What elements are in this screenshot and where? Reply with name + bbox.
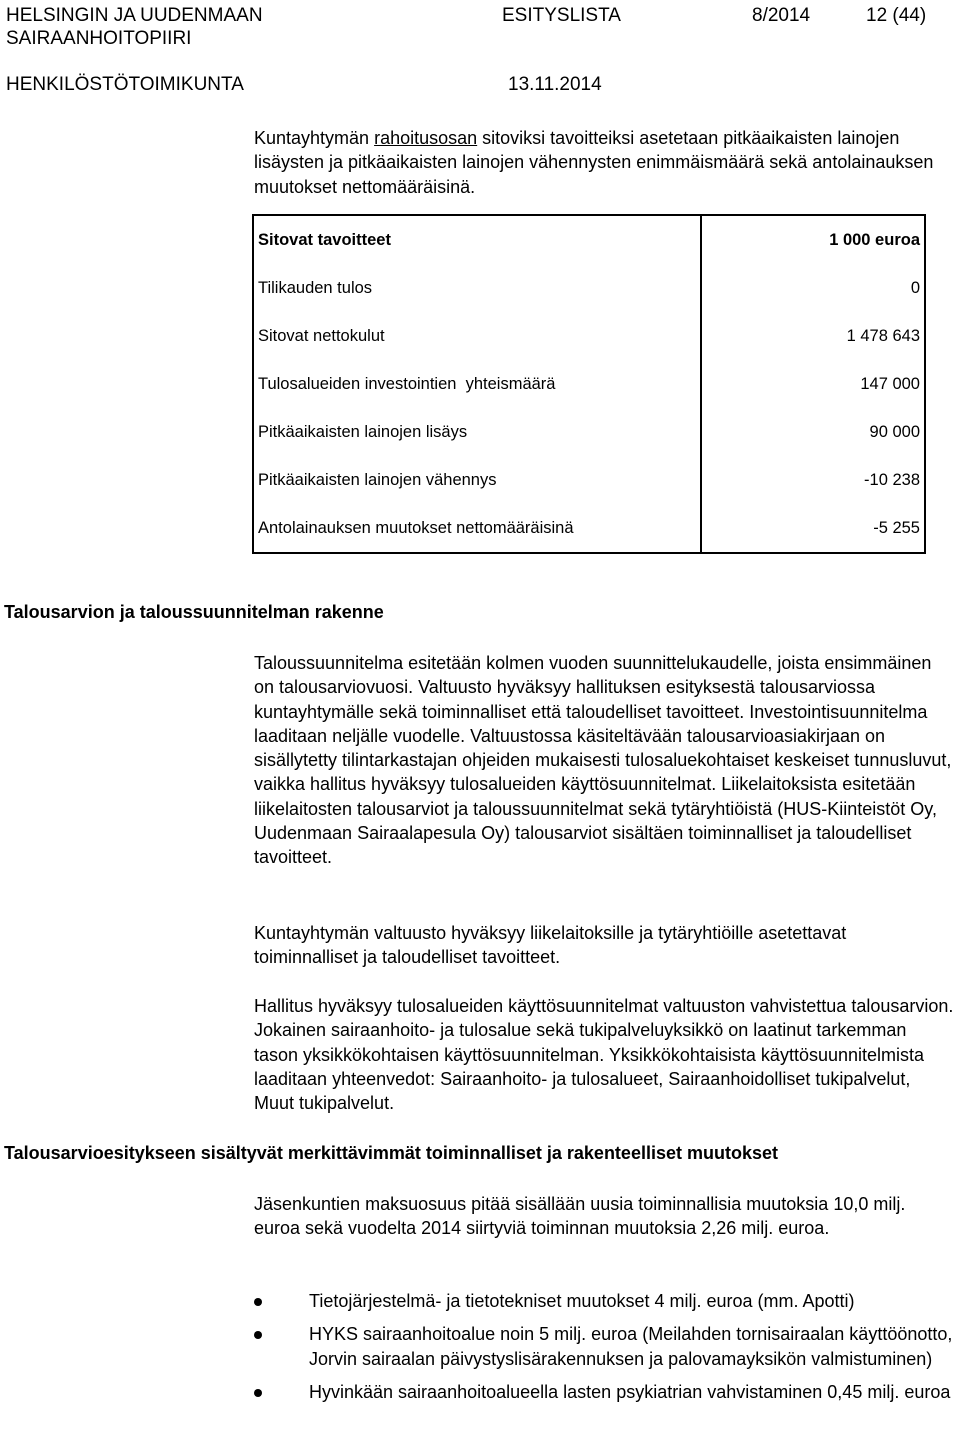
table-header-label: Sitovat tavoitteet — [253, 215, 701, 264]
row-value: -10 238 — [701, 456, 925, 504]
paragraph-text: Jäsenkuntien maksuosuus pitää sisällään uusia toiminnallisia muutoksia 10,0 milj. euroa sekä vuodelta 2014 siirtyviä toiminnan muutoksia 2,26 milj. euroa. — [254, 1194, 906, 1239]
table-row — [253, 456, 925, 504]
section1-paragraph-3 — [254, 994, 954, 1115]
list-item-text: Hyvinkään sairaanhoitoalueella lasten psykiatrian vahvistaminen 0,45 milj. euroa — [309, 1381, 951, 1402]
intro-text-before: Kuntayhtymän — [254, 128, 375, 148]
intro-paragraph — [254, 126, 954, 199]
row-label: Antolainauksen muutokset nettomääräisinä — [253, 504, 701, 553]
list-item-text: Tietojärjestelmä- ja tietotekniset muutokset 4 milj. euroa (mm. Apotti) — [309, 1291, 855, 1311]
binding-goals-table — [252, 214, 926, 554]
row-label: Pitkäaikaisten lainojen lisäys — [253, 408, 701, 456]
row-label: Tilikauden tulos — [253, 264, 701, 312]
list-item — [254, 1380, 959, 1404]
row-label: Sitovat nettokulut — [253, 312, 701, 360]
committee-name: HENKILÖSTÖTOIMIKUNTA — [6, 74, 244, 95]
doc-number: 8/2014 — [752, 5, 811, 26]
changes-bullet-list — [254, 1289, 959, 1413]
org-name-line2: SAIRAANHOITOPIIRI — [6, 28, 192, 49]
intro-underlined-term: rahoitusosan — [374, 128, 478, 148]
paragraph-text: Hallitus hyväksyy tulosalueiden käyttösuunnitelmat valtuuston vahvistettua talousarvion. Jokainen sairaanhoito- ja tulosalue sekä tukipalveluyksikkö on laatinut tarkemman tason yksikkökohtaisen käyttösuunnitelman. Yksikkökohtaisista käyttösuunnitelmista laaditaan yhteenvedot: Sairaanhoito- ja tulosalueet, Sairaanhoidolliset tukipalvelut, Muut tukipalvelut. — [254, 996, 954, 1114]
page-number: 12 (44) — [866, 5, 927, 26]
bullet-dot-icon — [254, 1389, 262, 1397]
row-label: Pitkäaikaisten lainojen vähennys — [253, 456, 701, 504]
table-row — [253, 360, 925, 408]
row-value: -5 255 — [701, 504, 925, 553]
section1-paragraph-1 — [254, 651, 954, 870]
paragraph-text: Kuntayhtymän valtuusto hyväksyy liikelaitoksille ja tytäryhtiöille asetettavat toiminnalliset ja taloudelliset tavoitteet. — [254, 923, 847, 968]
row-value: 0 — [701, 264, 925, 312]
table-row — [253, 215, 925, 264]
list-item — [254, 1289, 959, 1313]
table-header-unit: 1 000 euroa — [701, 215, 925, 264]
section2-paragraph — [254, 1192, 954, 1241]
paragraph-text: Taloussuunnitelma esitetään kolmen vuoden suunnittelukaudelle, joista ensimmäinen on talousarviovuosi. Valtuusto hyväksyy hallituksen esityksestä talousarviossa kuntayhtymälle sekä toiminnalliset että taloudelliset tavoitteet. Investointisuunnitelma laaditaan neljälle vuodelle. Valtuustossa käsiteltävään talousarvioasiakirjaan on sisällytetty tilintarkastajan ohjeiden mukaisesti tulosaluekohtaiset keskeiset tunnusluvut, vaikka hallitus hyväksyy tulosalueiden käyttösuunnitelmat. Liikelaitoksista esitetään liikelaitosten talousarviot ja taloussuunnitelmat sekä tytäryhtiöistä (HUS-Kiinteistöt Oy, Uudenmaan Sairaalapesula Oy) talousarviot sisältäen toiminnalliset ja taloudelliset tavoitteet. — [254, 653, 952, 868]
bullet-dot-icon — [254, 1331, 262, 1339]
section-heading-major-changes: Talousarvioesitykseen sisältyvät merkittävimmät toiminnalliset ja rakenteelliset muutokset — [4, 1143, 778, 1163]
table-row — [253, 264, 925, 312]
section-heading-budget-structure: Talousarvion ja taloussuunnitelman rakenne — [4, 602, 384, 622]
list-item-text: HYKS sairaanhoitoalue noin 5 milj. euroa (Meilahden tornisairaalan käyttöönotto, Jorvin sairaalan päivystyslisärakennuksen ja palovamayksikön valmistuminen) — [309, 1324, 953, 1369]
list-item — [254, 1322, 959, 1371]
row-value: 147 000 — [701, 360, 925, 408]
table-row — [253, 408, 925, 456]
section1-paragraph-2 — [254, 921, 954, 970]
table-row — [253, 504, 925, 553]
row-value: 1 478 643 — [701, 312, 925, 360]
row-value: 90 000 — [701, 408, 925, 456]
bullet-dot-icon — [254, 1298, 262, 1306]
table-row — [253, 312, 925, 360]
intro-text-after: sitoviksi tavoitteiksi asetetaan pitkäaikaisten lainojen lisäysten ja pitkäaikaisten lainojen vähennysten enimmäismäärä sekä antolainauksen muutokset nettomääräisinä. — [254, 128, 934, 197]
row-label: Tulosalueiden investointien yhteismäärä — [253, 360, 701, 408]
meeting-date: 13.11.2014 — [508, 74, 602, 95]
doc-type: ESITYSLISTA — [502, 5, 621, 26]
org-name-line1: HELSINGIN JA UUDENMAAN — [6, 5, 263, 26]
